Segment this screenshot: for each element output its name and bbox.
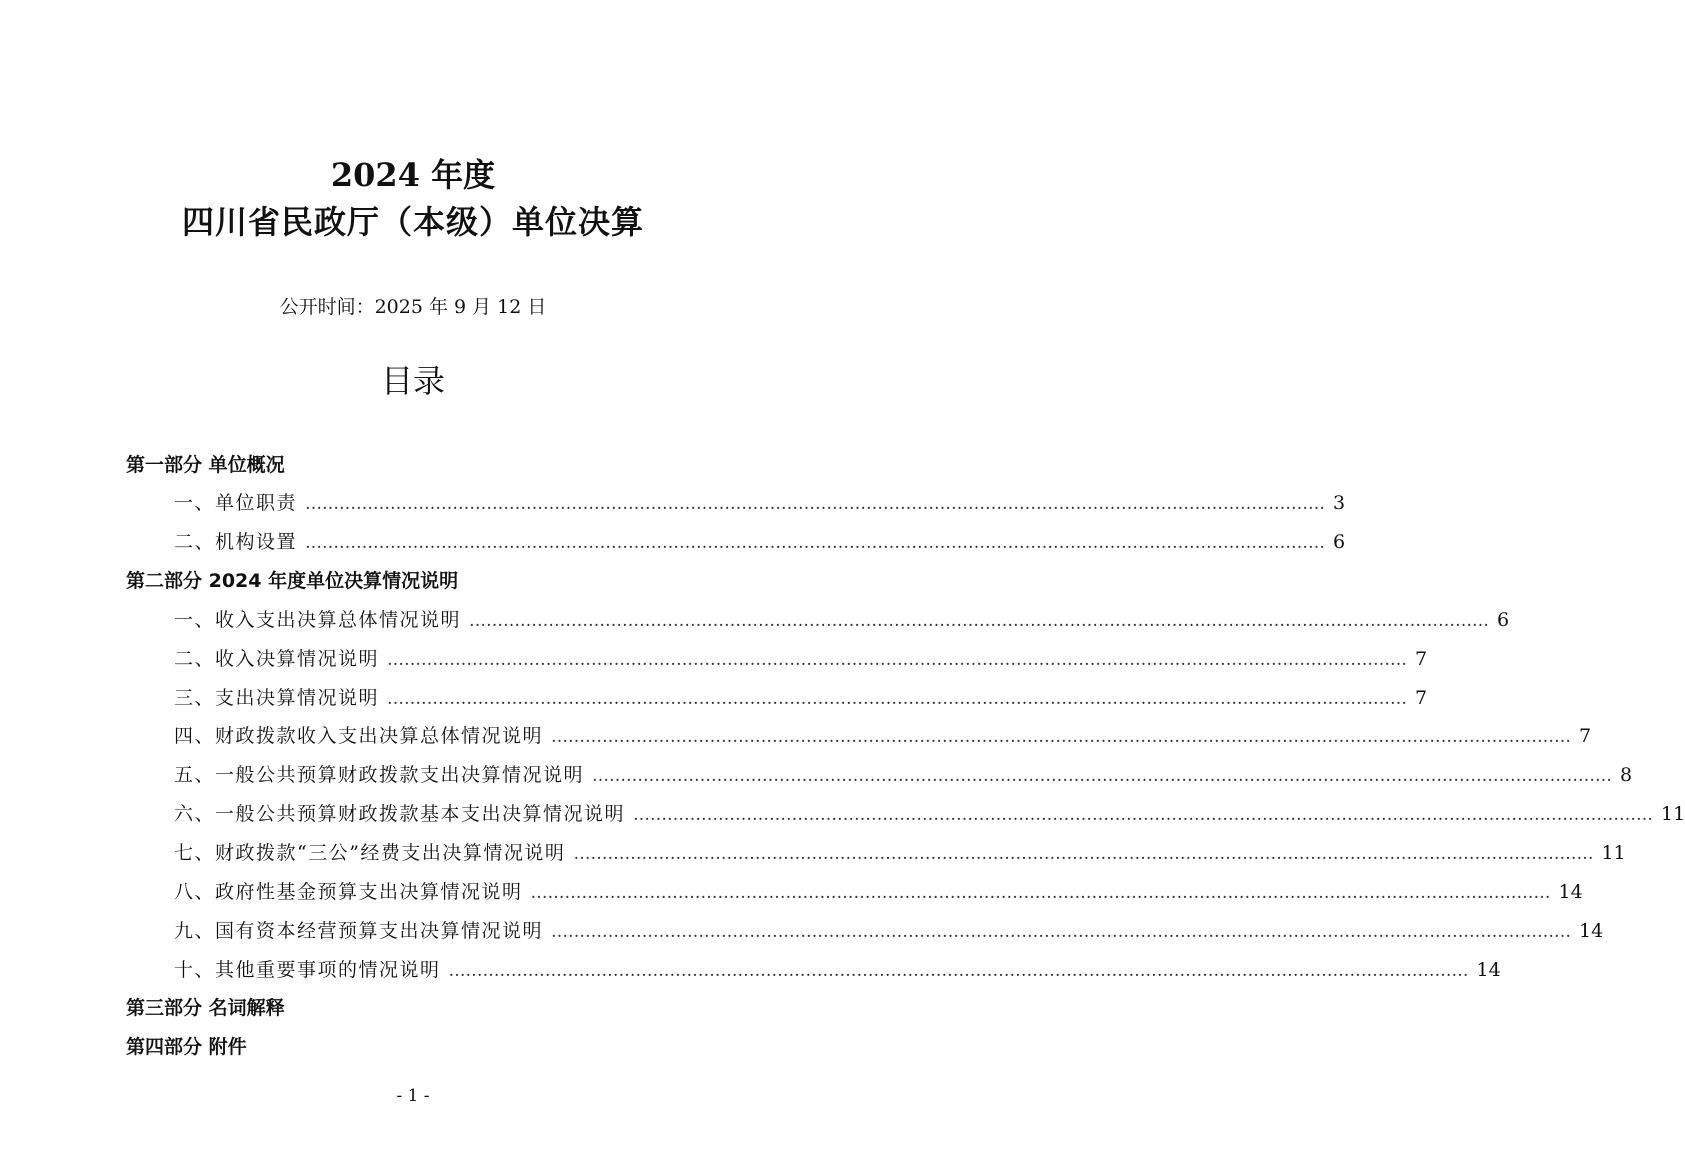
document-year-title: 2024 年度 (330, 156, 496, 194)
toc-leader-dots: ……………………………………………………………………………………………………………………………………………………………… (573, 844, 1594, 864)
toc-entry[interactable] (174, 838, 1626, 865)
toc-title: 目录 (380, 362, 445, 400)
toc-leader-dots: ……………………………………………………………………………………………………………………………………………………………… (448, 961, 1469, 981)
toc-entry-label: 一、单位职责 (174, 492, 298, 514)
toc-entry-label: 九、国有资本经营预算支出决算情况说明 (174, 920, 544, 942)
toc-entry-label: 八、政府性基金预算支出决算情况说明 (174, 881, 523, 903)
page-number: - 1 - (396, 1086, 430, 1106)
toc-entry-page: 3 (1333, 492, 1346, 514)
toc-entry[interactable] (174, 605, 1510, 632)
toc-entry-page: 11 (1661, 803, 1685, 825)
toc-leader-dots: ……………………………………………………………………………………………………………………………………………………………… (551, 922, 1572, 942)
toc-entry-page: 14 (1579, 920, 1604, 942)
toc-leader-dots: ……………………………………………………………………………………………………………………………………………………………… (387, 650, 1408, 670)
toc-leader-dots: ……………………………………………………………………………………………………………………………………………………………… (469, 611, 1490, 631)
toc-entry-label: 二、收入决算情况说明 (174, 648, 380, 670)
toc-part-3[interactable]: 第三部分 名词解释 (126, 997, 285, 1019)
toc-leader-dots: ……………………………………………………………………………………………………………………………………………………………… (387, 689, 1408, 709)
toc-entry[interactable] (174, 488, 1346, 515)
toc-entry-label: 七、财政拨款“三公”经费支出决算情况说明 (174, 842, 566, 864)
toc-entry[interactable] (174, 644, 1428, 671)
toc-entry-page: 6 (1333, 531, 1346, 553)
toc-entry-label: 四、财政拨款收入支出决算总体情况说明 (174, 725, 544, 747)
toc-leader-dots: ……………………………………………………………………………………………………………………………………………………………… (551, 727, 1572, 747)
toc-entry-label: 五、一般公共预算财政拨款支出决算情况说明 (174, 764, 585, 786)
toc-entry-page: 14 (1476, 959, 1501, 981)
toc-entry-label: 六、一般公共预算财政拨款基本支出决算情况说明 (174, 803, 626, 825)
toc-entry-page: 7 (1415, 648, 1428, 670)
toc-part-1[interactable]: 第一部分 单位概况 (126, 454, 285, 476)
document-main-title: 四川省民政厅（本级）单位决算 (181, 203, 644, 241)
toc-entry-label: 二、机构设置 (174, 531, 298, 553)
toc-entry[interactable] (174, 683, 1428, 710)
toc-entry[interactable] (174, 527, 1346, 554)
toc-part-4[interactable]: 第四部分 附件 (126, 1036, 247, 1058)
toc-entry-page: 7 (1415, 687, 1428, 709)
toc-entry[interactable] (174, 760, 1633, 787)
toc-leader-dots: ……………………………………………………………………………………………………………………………………………………………… (305, 533, 1326, 553)
toc-part-2[interactable]: 第二部分 2024 年度单位决算情况说明 (126, 570, 459, 592)
toc-entry[interactable] (174, 721, 1592, 748)
toc-entry[interactable] (174, 916, 1604, 943)
toc-entry-page: 14 (1558, 881, 1583, 903)
toc-entry-label: 一、收入支出决算总体情况说明 (174, 609, 462, 631)
toc-leader-dots: ……………………………………………………………………………………………………………………………………………………………… (592, 766, 1613, 786)
toc-entry-page: 11 (1601, 842, 1626, 864)
toc-leader-dots: ……………………………………………………………………………………………………………………………………………………………… (305, 494, 1326, 514)
toc-leader-dots: ……………………………………………………………………………………………………………………………………………………………… (633, 805, 1654, 825)
toc-entry[interactable] (174, 877, 1583, 904)
toc-entry-page: 8 (1620, 764, 1633, 786)
publish-time: 公开时间：2025 年 9 月 12 日 (279, 296, 547, 318)
toc-entry-label: 十、其他重要事项的情况说明 (174, 959, 441, 981)
toc-entry[interactable] (174, 799, 1685, 826)
toc-entry[interactable] (174, 955, 1501, 982)
toc-entry-page: 6 (1497, 609, 1510, 631)
toc-leader-dots: ……………………………………………………………………………………………………………………………………………………………… (530, 883, 1551, 903)
toc-entry-page: 7 (1579, 725, 1592, 747)
toc-entry-label: 三、支出决算情况说明 (174, 687, 380, 709)
